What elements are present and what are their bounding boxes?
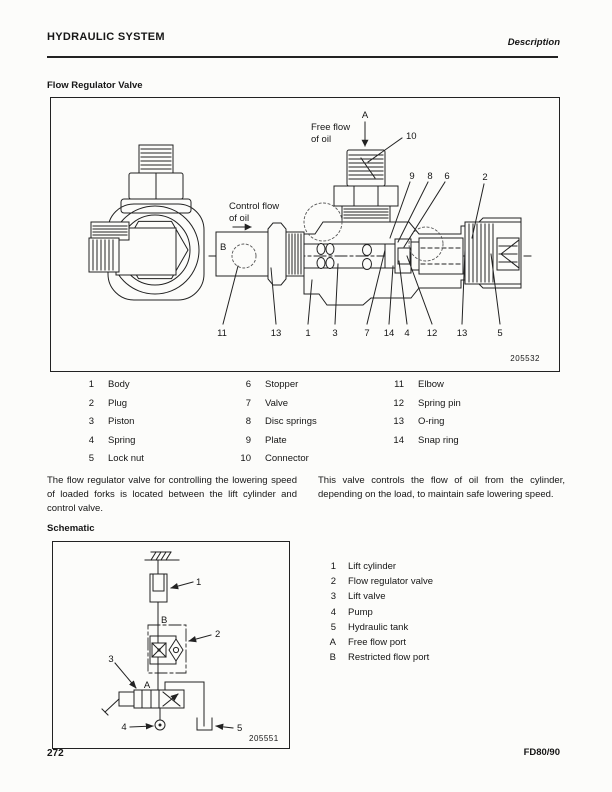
legend-label: Hydraulic tank (348, 621, 409, 633)
callout-7: 7 (364, 328, 370, 339)
part-row (237, 376, 317, 395)
part-number: 10 (240, 453, 251, 464)
schematic-callout-2: 2 (215, 629, 221, 640)
callout-3: 3 (332, 328, 338, 339)
part-name: Valve (265, 397, 289, 409)
part-name: Plug (108, 397, 128, 409)
legend-row (320, 559, 433, 574)
part-name: Body (108, 379, 130, 390)
part-row (80, 413, 144, 432)
legend-label: Pump (348, 606, 373, 618)
free-flow-label-line1: Free flow (311, 122, 351, 133)
legend-label: Lift cylinder (348, 561, 397, 572)
legend-row (320, 635, 433, 650)
part-name: Snap ring (418, 434, 459, 446)
legend-key: 1 (330, 561, 336, 572)
callout-10: 10 (406, 131, 417, 142)
schematic-callout-4: 4 (121, 722, 127, 733)
part-row (80, 395, 144, 414)
part-row (80, 376, 144, 395)
callout-11: 11 (217, 328, 227, 339)
callout-12: 12 (426, 328, 438, 339)
schematic-callout-3: 3 (108, 654, 114, 665)
part-number: 14 (393, 434, 404, 446)
legend-row (320, 605, 433, 620)
legend-key: 4 (330, 606, 336, 618)
callout-4: 4 (404, 328, 410, 339)
parts-column-1 (80, 376, 144, 469)
part-name: Spring (108, 434, 136, 446)
legend-row (320, 620, 433, 635)
legend-key: 5 (330, 621, 336, 633)
callout-2: 2 (482, 172, 488, 183)
part-number: 1 (88, 379, 94, 390)
callout-9: 9 (409, 171, 415, 182)
legend-label: Restricted flow port (348, 652, 430, 664)
schematic-figure (52, 541, 290, 749)
part-row (390, 432, 461, 451)
part-row (237, 413, 317, 432)
hydraulic-schematic-drawing (53, 542, 288, 747)
legend-key: B (329, 652, 336, 664)
legend-row (320, 574, 433, 589)
part-name: Stopper (265, 379, 299, 390)
schematic-legend (320, 559, 433, 665)
section-label: Description (507, 37, 560, 48)
callout-13a: 13 (270, 328, 282, 339)
part-name: O-ring (418, 416, 445, 427)
control-flow-label-line2: of oil (229, 213, 250, 224)
part-row (80, 450, 144, 469)
model-code: FD80/90 (523, 747, 560, 758)
legend-row (320, 650, 433, 665)
legend-key: A (329, 636, 336, 648)
schematic-figure-number: 205551 (249, 734, 279, 743)
part-row (237, 450, 317, 469)
paragraph-right: This valve controls the flow of oil from the cylinder, depending on the load, to maintain safe lowering speed. (318, 475, 565, 500)
callout-port-b: B (220, 242, 227, 253)
page-title: Flow Regulator Valve (47, 80, 143, 91)
part-row (237, 395, 317, 414)
parts-column-3 (390, 376, 461, 450)
page-number: 272 (47, 748, 64, 759)
callout-1: 1 (305, 328, 311, 339)
part-row (237, 432, 317, 451)
schematic-title: Schematic (47, 523, 95, 534)
chapter-title: HYDRAULIC SYSTEM (47, 31, 165, 43)
part-row (390, 413, 461, 432)
schematic-callout-1: 1 (196, 577, 202, 588)
callout-5: 5 (497, 328, 503, 339)
main-figure (50, 97, 560, 372)
legend-key: 3 (330, 591, 336, 603)
part-name: Disc springs (265, 416, 317, 427)
legend-row (320, 589, 433, 604)
part-number: 9 (245, 434, 251, 446)
part-number: 13 (393, 416, 404, 427)
part-number: 11 (394, 379, 404, 390)
part-number: 12 (393, 397, 404, 409)
callout-14: 14 (383, 328, 395, 339)
callout-6: 6 (444, 171, 450, 182)
part-name: Elbow (418, 379, 444, 390)
part-row (390, 395, 461, 414)
part-number: 8 (245, 416, 251, 427)
free-flow-label-line2: of oil (311, 134, 332, 145)
callout-8: 8 (427, 171, 433, 182)
legend-label: Free flow port (348, 636, 407, 648)
part-name: Spring pin (418, 397, 461, 409)
part-number: 4 (88, 434, 94, 446)
legend-key: 2 (330, 576, 336, 588)
schematic-callout-b: B (161, 615, 168, 626)
part-name: Piston (108, 416, 135, 427)
part-number: 5 (88, 453, 94, 464)
part-number: 6 (245, 379, 251, 390)
legend-label: Flow regulator valve (348, 576, 434, 588)
header-rule (47, 56, 558, 58)
paragraph-left: The flow regulator valve for controlling the lowering speed of loaded forks is located between the lift cylinder and control valve. (47, 475, 297, 514)
part-row (390, 376, 461, 395)
schematic-callout-a: A (143, 680, 151, 691)
callout-port-a: A (361, 110, 369, 121)
control-flow-label-line1: Control flow (229, 201, 280, 212)
part-row (80, 432, 144, 451)
legend-label: Lift valve (348, 591, 386, 603)
part-number: 7 (245, 397, 251, 409)
schematic-callout-5: 5 (237, 723, 243, 734)
part-name: Connector (265, 453, 309, 464)
flow-regulator-valve-drawing (51, 98, 558, 370)
parts-column-2 (237, 376, 317, 469)
part-name: Plate (265, 434, 287, 446)
part-number: 3 (88, 416, 94, 427)
callout-13b: 13 (456, 328, 468, 339)
figure-number: 205532 (510, 354, 540, 363)
part-name: Lock nut (108, 453, 144, 464)
part-number: 2 (88, 397, 94, 409)
